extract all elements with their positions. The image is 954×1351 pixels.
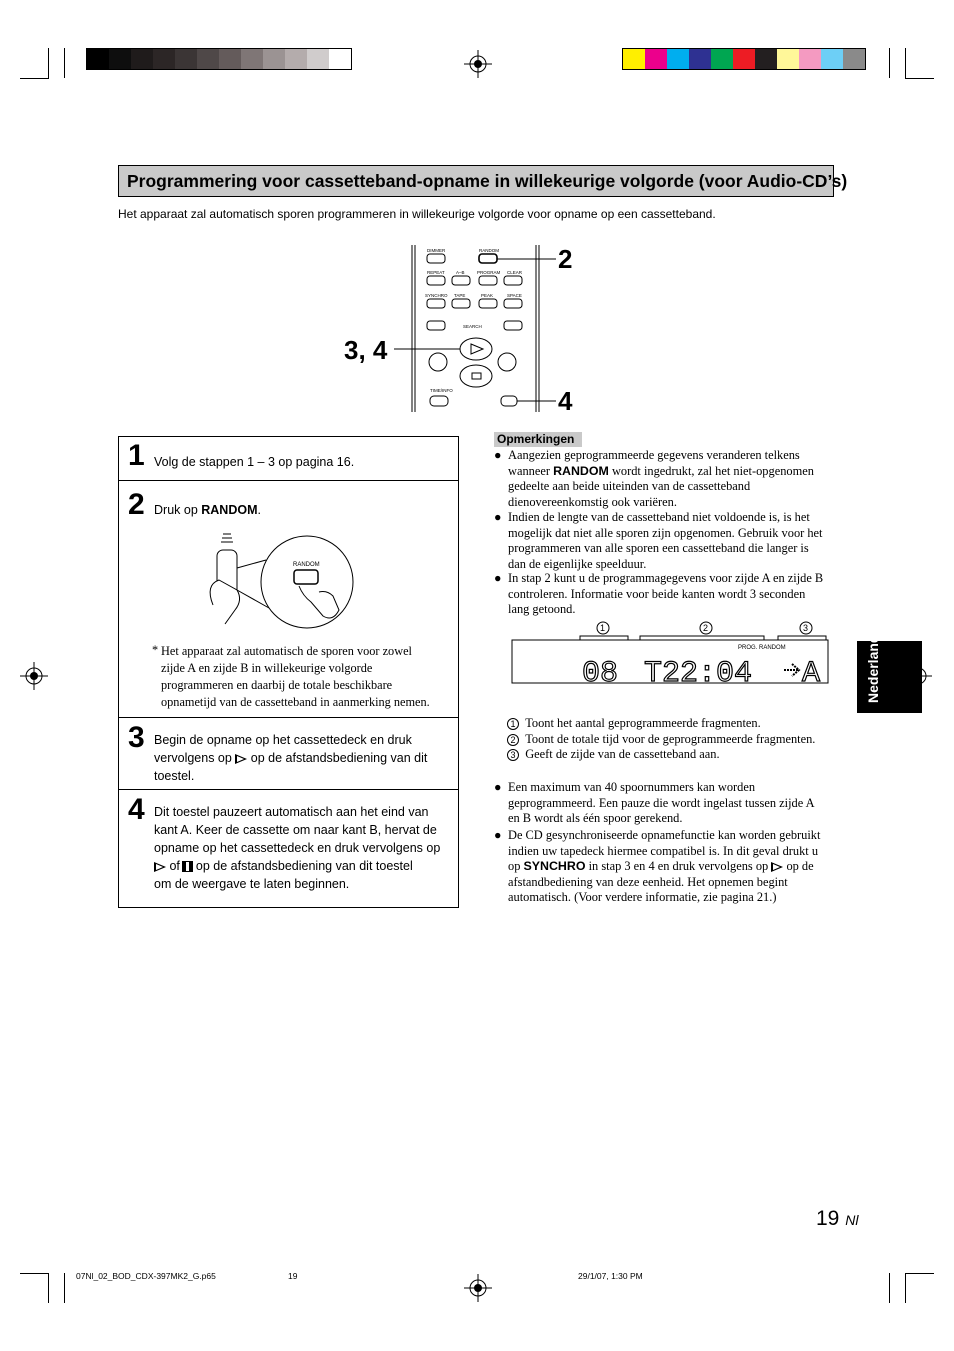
color-swatch xyxy=(843,49,865,69)
remote-label-timeinfo: TIME/INFO xyxy=(430,388,453,393)
display-label-1: 1 xyxy=(600,623,606,633)
remote-control-illustration xyxy=(330,240,590,415)
pause-icon xyxy=(183,862,192,871)
remote-label-peak: PEAK xyxy=(481,293,494,298)
page-number: 19 Nl xyxy=(816,1207,859,1230)
step-1 xyxy=(119,437,458,481)
hand-remote-illustration xyxy=(191,530,361,630)
fl-display-illustration xyxy=(510,620,830,686)
display-time: T22:04 xyxy=(644,657,753,686)
color-swatch xyxy=(263,49,285,69)
registration-mark-top xyxy=(464,50,492,78)
bullet-icon: ● xyxy=(494,510,502,524)
display-legend xyxy=(507,716,815,763)
remote-label-repeat: REPEAT xyxy=(427,270,445,275)
side-tab-label: Nederlands xyxy=(865,626,881,703)
color-swatch xyxy=(623,49,645,69)
remote-label-clear: CLEAR xyxy=(507,270,523,275)
step-2-footnote: Het apparaat zal automatisch de sporen voor zowel zijde A en zijde B in willekeurige volgorde programmeren en daarbij de totale beschikbare opnametijd van de cassetteband in aanmerking nemen. xyxy=(161,644,430,709)
play-icon xyxy=(154,862,166,872)
footer-date: 29/1/07, 1:30 PM xyxy=(578,1271,643,1281)
color-swatch xyxy=(733,49,755,69)
callout-3-4: 3, 4 xyxy=(344,335,388,365)
color-swatch xyxy=(799,49,821,69)
bullet-icon: ● xyxy=(494,780,502,794)
footer-file: 07Nl_02_BOD_CDX-397MK2_G.p65 xyxy=(76,1271,216,1281)
step-text: Dit toestel pauzeert automatisch aan het eind van kant A. Keer de cassette om naar kant B, hervat de opname op het cassettedeck en druk vervolgens op of op de afstandsbediening van dit toestel om de weergave te laten beginnen. xyxy=(154,805,441,891)
display-label-3: 3 xyxy=(803,623,809,633)
remote-label-program: PROGRAM xyxy=(477,270,501,275)
steps-box xyxy=(118,436,459,908)
color-swatch xyxy=(667,49,689,69)
color-swatch xyxy=(777,49,799,69)
color-swatch xyxy=(711,49,733,69)
step-text: Druk op RANDOM. xyxy=(154,503,261,517)
color-swatch xyxy=(87,49,109,69)
remote-label-space: SPACE xyxy=(507,293,522,298)
color-swatch xyxy=(821,49,843,69)
bullet-icon: ● xyxy=(494,571,502,585)
color-swatch xyxy=(131,49,153,69)
bullet-icon: ● xyxy=(494,828,502,842)
color-swatch xyxy=(109,49,131,69)
notes-heading: Opmerkingen xyxy=(494,432,582,447)
registration-mark-right xyxy=(904,662,932,690)
bullet-icon: ● xyxy=(494,448,502,462)
step-text: Volg de stappen 1 – 3 op pagina 16. xyxy=(154,455,355,469)
step-text: Begin de opname op het cassettedeck en druk vervolgens op op de afstandsbediening van dit toestel. xyxy=(154,733,428,783)
display-label-2: 2 xyxy=(703,623,709,633)
color-swatch xyxy=(241,49,263,69)
display-indicator: PROG. RANDOM xyxy=(738,645,786,651)
step-number: 2 xyxy=(128,488,145,521)
footnote-mark: * xyxy=(152,643,159,657)
color-swatch xyxy=(645,49,667,69)
play-icon xyxy=(771,862,783,872)
footer-page: 19 xyxy=(288,1271,298,1281)
play-icon xyxy=(235,754,247,764)
color-swatch xyxy=(689,49,711,69)
registration-mark-bottom xyxy=(464,1274,492,1302)
step-2 xyxy=(119,480,458,718)
step-number: 1 xyxy=(128,439,145,472)
display-side: A xyxy=(802,657,821,686)
step-number: 3 xyxy=(128,721,145,754)
color-swatch xyxy=(197,49,219,69)
intro-text: Het apparaat zal automatisch sporen programmeren in willekeurige volgorde voor opname op een cassetteband. xyxy=(118,207,716,221)
display-count: 08 xyxy=(582,657,619,686)
random-button-label: RANDOM xyxy=(293,562,320,568)
legend-item: 2 Toont de totale tijd voor de geprogrammeerde fragmenten. xyxy=(507,732,815,748)
remote-label-ab: A–B xyxy=(456,270,465,275)
process-color-bar xyxy=(622,48,866,70)
section-title: Programmering voor cassetteband-opname in willekeurige volgorde (voor Audio-CD’s) xyxy=(118,165,834,197)
color-swatch xyxy=(329,49,351,69)
remote-label-synchro: SYNCHRO xyxy=(425,293,448,298)
color-swatch xyxy=(219,49,241,69)
callout-4: 4 xyxy=(558,386,573,415)
remote-label-search: SEARCH xyxy=(463,324,482,329)
remote-label-random: RANDOM xyxy=(479,248,499,253)
color-swatch xyxy=(755,49,777,69)
color-swatch xyxy=(285,49,307,69)
step-3 xyxy=(119,717,458,790)
callout-2: 2 xyxy=(558,244,573,274)
legend-item: 3 Geeft de zijde van de cassetteband aan. xyxy=(507,747,815,763)
grayscale-color-bar xyxy=(86,48,352,70)
remote-label-tape: TAPE xyxy=(454,293,466,298)
remote-label-dimmer: DIMMER xyxy=(427,248,446,253)
step-4 xyxy=(119,789,458,907)
color-swatch xyxy=(153,49,175,69)
step-number: 4 xyxy=(128,793,145,826)
color-swatch xyxy=(175,49,197,69)
legend-item: 1 Toont het aantal geprogrammeerde fragmenten. xyxy=(507,716,815,732)
registration-mark-left xyxy=(20,662,48,690)
color-swatch xyxy=(307,49,329,69)
